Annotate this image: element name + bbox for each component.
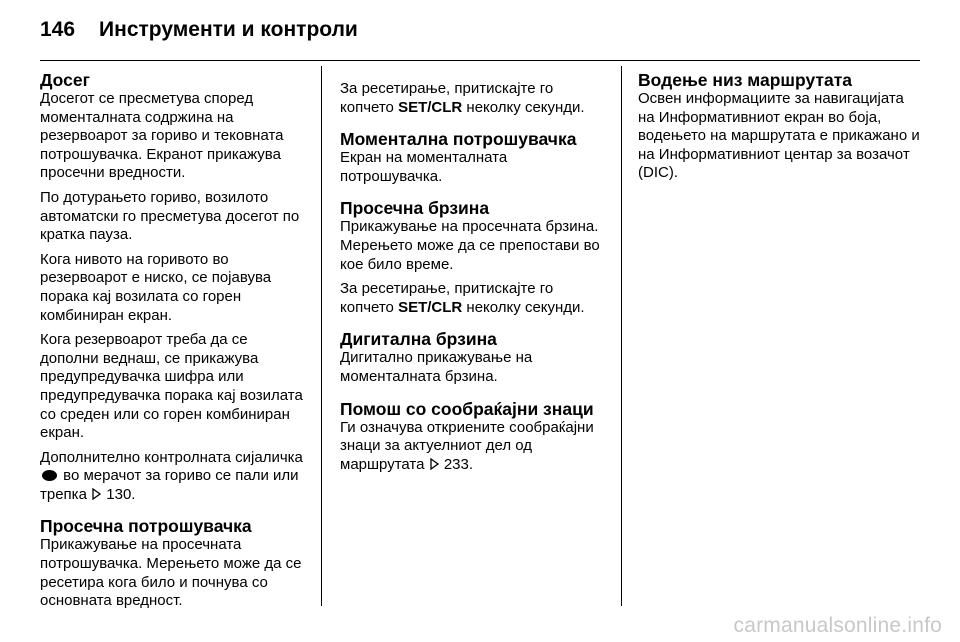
page-title: Инструменти и контроли — [99, 18, 358, 41]
section-heading: Дигитална брзина — [340, 329, 497, 350]
section-average-consumption — [40, 516, 308, 610]
paragraph: Кога резервоарот треба да се дополни веднаш, се прикажува предупредувачка шифра или предупредувачка порака кај возилата со среден или со горен комбиниран екран. — [40, 331, 303, 442]
key-label: SET/CLR — [398, 298, 463, 316]
section-digital-speed — [340, 329, 608, 386]
section-average-speed — [340, 198, 608, 317]
section-heading: Моментална потрошувачка — [340, 129, 577, 150]
page-reference[interactable]: 130. — [106, 485, 136, 503]
section-traffic-sign-assist — [340, 399, 608, 475]
paragraph-text: неколку секунди. — [466, 98, 585, 116]
section-range — [40, 70, 308, 504]
section-heading: Водење низ маршрутата — [638, 70, 853, 90]
paragraph-text: Дополнително контролната сијаличка — [40, 448, 303, 466]
section-heading: Просечна брзина — [340, 198, 490, 219]
page-reference-arrow-icon — [92, 488, 101, 500]
section-heading: Просечна потрошувачка — [40, 516, 252, 537]
paragraph: По дотурањето гориво, возилото автоматски го пресметува досегот по кратка пауза. — [40, 188, 300, 244]
section-route-guidance — [638, 70, 920, 183]
paragraph-text: во мерачот за гориво се пали или трепка — [40, 467, 299, 503]
paragraph: Освен информациите за навигацијата на Информативниот екран во боја, водењето на маршрутата е прикажано и на Информативниот центар за возачот (DIC). — [638, 90, 920, 182]
paragraph — [340, 280, 608, 317]
section-heading: Помош со сообраќајни знаци — [340, 398, 594, 419]
paragraph-text: За ресетирање, притискајте го копчето — [340, 280, 554, 316]
paragraph — [40, 449, 308, 505]
page-number: 146 — [40, 18, 76, 41]
column-right — [638, 70, 920, 195]
column-middle — [340, 70, 608, 486]
paragraph-text: Ги означува откриените сообраќајни знаци за актуелниот дел од маршрутата — [340, 418, 594, 473]
key-label: SET/CLR — [398, 98, 463, 116]
page-reference-arrow-icon — [430, 458, 439, 470]
paragraph: Дигитално прикажување на моменталната брзина. — [340, 349, 533, 385]
paragraph — [340, 80, 608, 117]
page-header — [40, 14, 358, 46]
paragraph: Прикажување на просечната потрошувачка. Мерењето може да се ресетира кога било и почнува со основната вредност. — [40, 536, 302, 610]
paragraph: Кога нивото на горивото во резервоарот е ниско, се појавува порака кај возилата со горен комбиниран екран. — [40, 250, 272, 324]
header-rule — [40, 60, 920, 61]
paragraph: Досегот се пресметува според моменталната содржина на резервоарот за гориво и тековната потрошувачка. Екранот прикажува просечни вредности. — [40, 90, 284, 182]
control-lamp-dot-icon — [42, 470, 57, 481]
page-reference[interactable]: 233. — [443, 455, 474, 473]
paragraph: Екран на моменталната потрошувачка. — [340, 149, 508, 185]
paragraph-text: За ресетирање, притискајте го копчето — [340, 80, 554, 116]
column-divider — [621, 66, 622, 606]
paragraph-text: неколку секунди. — [466, 298, 585, 316]
column-divider — [321, 66, 322, 606]
section-heading: Досег — [40, 70, 90, 90]
section-instant-consumption — [340, 129, 608, 186]
paragraph: Прикажување на просечната брзина. Мерењето може да се препостави во кое било време. — [340, 218, 600, 273]
column-left — [40, 70, 308, 623]
paragraph — [340, 419, 608, 475]
watermark: carmanualsonline.info — [733, 614, 942, 637]
